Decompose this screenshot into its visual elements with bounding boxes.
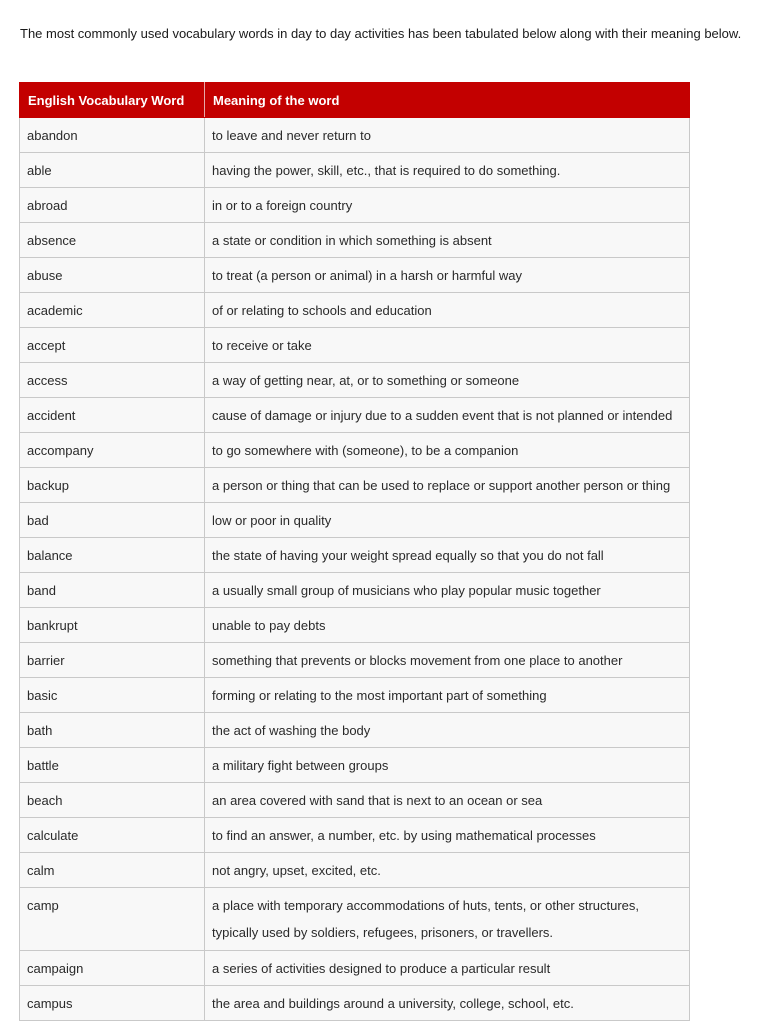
vocab-meaning: a usually small group of musicians who play popular music together [205,573,690,608]
table-row [20,153,690,188]
vocab-meaning: not angry, upset, excited, etc. [205,853,690,888]
vocab-word: accept [20,328,205,363]
vocab-meaning: unable to pay debts [205,608,690,643]
table-row [20,363,690,398]
vocab-word: abandon [20,118,205,153]
table-row [20,643,690,678]
table-row [20,468,690,503]
intro-paragraph: The most commonly used vocabulary words in day to day activities has been tabulated below along with their meaning below. [20,26,742,41]
vocab-word: abroad [20,188,205,223]
vocab-word: basic [20,678,205,713]
vocab-meaning: cause of damage or injury due to a sudden event that is not planned or intended [205,398,690,433]
vocab-word: abuse [20,258,205,293]
table-row [20,951,690,986]
vocab-word: beach [20,783,205,818]
table-row [20,608,690,643]
table-row [20,433,690,468]
vocab-word: bath [20,713,205,748]
vocab-meaning: a way of getting near, at, or to something or someone [205,363,690,398]
vocab-meaning: an area covered with sand that is next to an ocean or sea [205,783,690,818]
table-row [20,188,690,223]
table-row [20,573,690,608]
vocab-meaning: a place with temporary accommodations of huts, tents, or other structures, typically used by soldiers, refugees, prisoners, or travellers. [205,888,690,951]
table-row [20,853,690,888]
table-row [20,538,690,573]
vocab-word: balance [20,538,205,573]
vocab-meaning: the act of washing the body [205,713,690,748]
vocab-word: campaign [20,951,205,986]
vocab-meaning: forming or relating to the most important part of something [205,678,690,713]
vocab-meaning: to receive or take [205,328,690,363]
vocab-word: campus [20,986,205,1021]
vocab-meaning: a person or thing that can be used to replace or support another person or thing [205,468,690,503]
vocab-meaning: to go somewhere with (someone), to be a companion [205,433,690,468]
vocab-meaning: something that prevents or blocks movement from one place to another [205,643,690,678]
table-row [20,223,690,258]
table-row [20,888,690,951]
vocab-word: camp [20,888,205,951]
vocab-meaning: to find an answer, a number, etc. by using mathematical processes [205,818,690,853]
vocab-word: bankrupt [20,608,205,643]
header-word: English Vocabulary Word [20,83,205,118]
table-row [20,748,690,783]
table-header-row [20,83,690,118]
vocab-meaning: the state of having your weight spread equally so that you do not fall [205,538,690,573]
table-row [20,818,690,853]
vocab-meaning: to leave and never return to [205,118,690,153]
table-row [20,503,690,538]
vocab-word: calm [20,853,205,888]
vocab-word: calculate [20,818,205,853]
table-body [20,118,690,1021]
vocab-meaning: low or poor in quality [205,503,690,538]
table-row [20,398,690,433]
vocab-word: able [20,153,205,188]
table-row [20,118,690,153]
vocab-word: absence [20,223,205,258]
vocab-word: accident [20,398,205,433]
vocab-word: accompany [20,433,205,468]
vocab-meaning: in or to a foreign country [205,188,690,223]
vocab-word: backup [20,468,205,503]
vocab-word: band [20,573,205,608]
vocab-word: bad [20,503,205,538]
table-row [20,678,690,713]
table-row [20,986,690,1021]
vocab-meaning: a military fight between groups [205,748,690,783]
vocab-word: barrier [20,643,205,678]
vocab-word: access [20,363,205,398]
vocab-word: battle [20,748,205,783]
vocabulary-table [19,82,690,1021]
table-row [20,293,690,328]
vocab-meaning: a state or condition in which something is absent [205,223,690,258]
table-row [20,713,690,748]
table-row [20,258,690,293]
vocab-meaning: a series of activities designed to produce a particular result [205,951,690,986]
vocab-word: academic [20,293,205,328]
table-row [20,783,690,818]
header-meaning: Meaning of the word [205,83,690,118]
vocab-meaning: having the power, skill, etc., that is required to do something. [205,153,690,188]
vocab-meaning: of or relating to schools and education [205,293,690,328]
vocab-meaning: the area and buildings around a university, college, school, etc. [205,986,690,1021]
vocab-meaning: to treat (a person or animal) in a harsh or harmful way [205,258,690,293]
table-row [20,328,690,363]
